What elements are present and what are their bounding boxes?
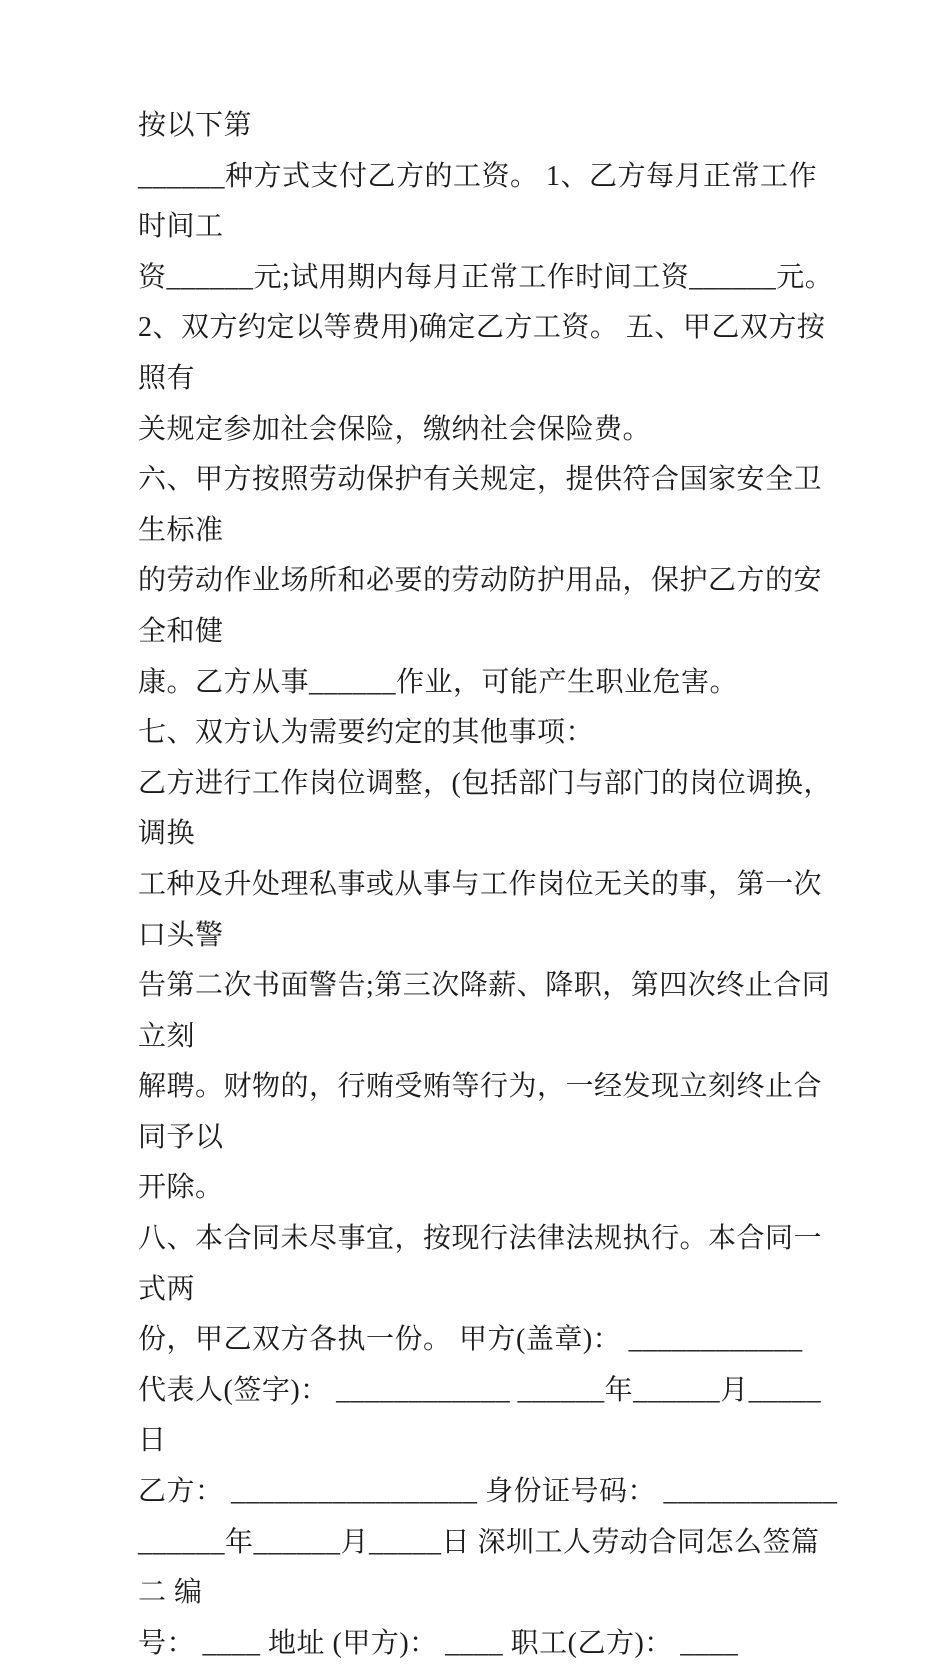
document-line: 2、双方约定以等费用)确定乙方工资。 五、甲乙双方按照有	[138, 312, 826, 394]
document-line: 告第二次书面警告;第三次降薪、降职，第四次终止合同立刻	[138, 970, 831, 1052]
document-line: 按以下第	[138, 110, 253, 141]
document-line: 代表人(签字)： ____________ ______年______月_____日	[138, 1374, 822, 1457]
document-line: 康。乙方从事______作业，可能产生职业危害。	[138, 666, 739, 698]
document-line: ______种方式支付乙方的工资。 1、乙方每月正常工作时间工	[138, 160, 818, 243]
document-line: 份，甲乙双方各执一份。 甲方(盖章)： ____________	[138, 1324, 803, 1356]
document-line: 资______元;试用期内每月正常工作时间工资______元。	[138, 261, 834, 293]
document-line: 解聘。财物的，行贿受贿等行为，一经发现立刻终止合同予以	[138, 1071, 823, 1153]
document-line: 六、甲方按照劳动保护有关规定，提供符合国家安全卫生标准	[138, 464, 823, 546]
document-line: 七、双方认为需要约定的其他事项：	[138, 717, 595, 749]
document-line: 乙方： _________________ 身份证号码： ____________	[138, 1476, 838, 1508]
document-line: 号： ____ 地址 (甲方)： ____ 职工(乙方)： ____	[138, 1627, 739, 1659]
document-line: 工种及升处理私事或从事与工作岗位无关的事，第一次口头警	[138, 868, 823, 951]
document-line: 关规定参加社会保险，缴纳社会保险费。	[138, 413, 652, 445]
document-line: 乙方进行工作岗位调整，(包括部门与部门的岗位调换，调换	[138, 767, 832, 850]
document-line: 八、本合同未尽事宜，按现行法律法规执行。本合同一式两	[138, 1223, 823, 1305]
document-line: 的劳动作业场所和必要的劳动防护用品，保护乙方的安全和健	[138, 565, 823, 647]
document-line: ______年______月_____日 深圳工人劳动合同怎么签篇二 编	[138, 1526, 820, 1609]
document-line: 开除。	[138, 1172, 224, 1204]
